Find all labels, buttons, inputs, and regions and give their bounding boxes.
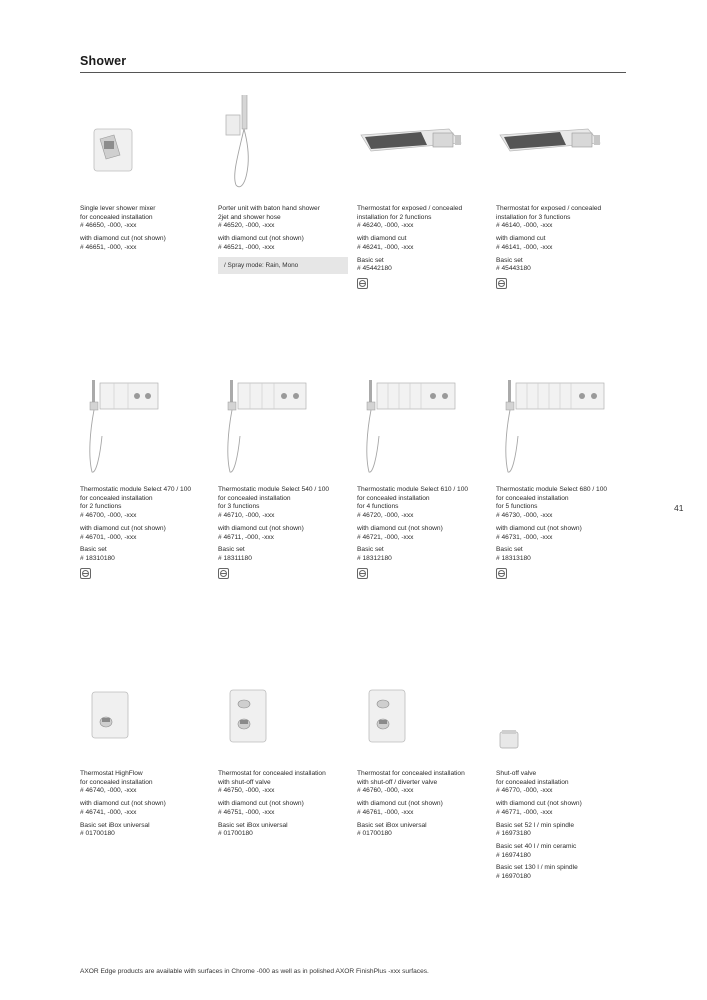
product-description: installation for 2 functions	[357, 213, 432, 221]
basic-set-article-number: # 16973180	[496, 830, 531, 838]
ibox-icon	[496, 568, 507, 579]
product-image	[357, 376, 491, 486]
product-description: for concealed installation	[496, 494, 569, 502]
product-description: Porter unit with baton hand shower	[218, 205, 320, 212]
variant-article-number: # 46521, -000, -xxx	[218, 243, 275, 251]
article-number: # 46770, -000, -xxx	[496, 787, 553, 795]
product-image	[357, 660, 491, 770]
article-number: # 46750, -000, -xxx	[218, 787, 275, 795]
ibox-icon	[80, 568, 91, 579]
basic-set-label: Basic set iBox universal	[80, 821, 150, 829]
product-description: with shut-off / diverter valve	[357, 778, 438, 786]
variant-article-number: # 46761, -000, -xxx	[357, 808, 414, 816]
variant-label: with diamond cut (not shown)	[80, 235, 166, 243]
variant-label: with diamond cut	[496, 235, 546, 243]
product-description: Thermostat for concealed installation	[218, 770, 326, 777]
title-divider	[80, 72, 626, 73]
product-description: Thermostat for exposed / concealed	[496, 205, 602, 212]
basic-set-label: Basic set	[496, 256, 523, 264]
product-card	[357, 376, 491, 579]
product-card	[496, 95, 630, 289]
product-image	[357, 95, 491, 205]
thermostat-highflow-image	[80, 660, 214, 770]
product-image	[496, 376, 630, 486]
variant-label: with diamond cut (not shown)	[218, 235, 304, 243]
product-description: installation for 3 functions	[496, 213, 571, 221]
variant-article-number: # 46741, -000, -xxx	[80, 808, 137, 816]
product-description: Thermostatic module Select 680 / 100	[496, 486, 608, 493]
variant-article-number: # 46241, -000, -xxx	[357, 243, 414, 251]
article-number: # 46720, -000, -xxx	[357, 512, 414, 520]
product-description: Thermostat for exposed / concealed	[357, 205, 463, 212]
footer-note: AXOR Edge products are available with surfaces in Chrome -000 as well as in polished AXOR FinishPlus -xxx surfaces.	[80, 968, 429, 975]
ibox-icon	[218, 568, 229, 579]
basic-set-label: Basic set iBox universal	[357, 821, 427, 829]
basic-set-article-number: # 18311180	[218, 554, 252, 562]
single-lever-mixer-image	[80, 95, 214, 205]
basic-set-article-number: # 45442180	[357, 265, 392, 273]
product-description: Thermostat HighFlow	[80, 770, 143, 777]
variant-article-number: # 46141, -000, -xxx	[496, 243, 553, 251]
product-description: for concealed installation	[496, 778, 569, 786]
product-description: for concealed installation	[80, 213, 153, 221]
basic-set-article-number: # 18313180	[496, 554, 531, 562]
spray-mode-note: / Spray mode: Rain, Mono	[218, 257, 348, 274]
thermostat-diverter-image	[357, 660, 491, 770]
thermostatic-module-image	[218, 376, 352, 486]
product-image	[218, 660, 352, 770]
section-title: Shower	[80, 54, 127, 68]
product-image	[496, 95, 630, 205]
basic-set-article-number: # 16974180	[496, 851, 531, 859]
variant-label: with diamond cut (not shown)	[218, 524, 304, 532]
basic-set-label: Basic set 40 l / min ceramic	[496, 842, 577, 850]
basic-set-label: Basic set	[357, 256, 384, 264]
variant-label: with diamond cut (not shown)	[357, 800, 443, 808]
ibox-icon	[357, 278, 368, 289]
ibox-icon	[357, 568, 368, 579]
article-number: # 46140, -000, -xxx	[496, 222, 553, 230]
variant-label: with diamond cut (not shown)	[496, 524, 582, 532]
product-description: Thermostatic module Select 610 / 100	[357, 486, 469, 493]
basic-set-article-number: # 01700180	[218, 830, 253, 838]
product-image	[80, 376, 214, 486]
product-description: for concealed installation	[80, 494, 153, 502]
porter-unit-image	[218, 95, 352, 205]
product-description: with shut-off valve	[218, 778, 271, 786]
product-card	[357, 95, 491, 289]
product-image	[218, 95, 352, 205]
variant-label: with diamond cut (not shown)	[218, 800, 304, 808]
product-description: Shut-off valve	[496, 770, 537, 777]
basic-set-label: Basic set iBox universal	[218, 821, 288, 829]
variant-article-number: # 46731, -000, -xxx	[496, 533, 553, 541]
product-card	[218, 660, 352, 843]
basic-set-label: Basic set	[80, 546, 107, 554]
product-description: Thermostatic module Select 470 / 100	[80, 486, 192, 493]
product-card	[80, 95, 214, 257]
basic-set-article-number: # 45443180	[496, 265, 531, 273]
product-description: for 3 functions	[218, 503, 260, 511]
product-card	[496, 660, 630, 886]
variant-article-number: # 46711, -000, -xxx	[218, 533, 274, 541]
basic-set-label: Basic set 130 l / min spindle	[496, 864, 578, 872]
variant-label: with diamond cut (not shown)	[80, 800, 166, 808]
product-card	[80, 376, 214, 579]
basic-set-article-number: # 18310180	[80, 554, 115, 562]
basic-set-label: Basic set	[496, 546, 523, 554]
basic-set-article-number: # 16970180	[496, 873, 531, 881]
article-number: # 46710, -000, -xxx	[218, 512, 275, 520]
thermostatic-module-image	[80, 376, 214, 486]
variant-label: with diamond cut (not shown)	[357, 524, 443, 532]
ibox-icon	[496, 278, 507, 289]
product-description: Single lever shower mixer	[80, 205, 156, 212]
variant-article-number: # 46751, -000, -xxx	[218, 808, 275, 816]
exposed-thermostat-image	[496, 95, 630, 205]
variant-article-number: # 46651, -000, -xxx	[80, 243, 137, 251]
article-number: # 46740, -000, -xxx	[80, 787, 137, 795]
page-number: 41	[674, 503, 684, 513]
product-card	[218, 376, 352, 579]
variant-article-number: # 46721, -000, -xxx	[357, 533, 414, 541]
product-description: Thermostat for concealed installation	[357, 770, 465, 777]
variant-label: with diamond cut (not shown)	[496, 800, 582, 808]
product-description: for 4 functions	[357, 503, 399, 511]
product-description: for concealed installation	[80, 778, 153, 786]
basic-set-article-number: # 01700180	[80, 830, 115, 838]
basic-set-article-number: # 18312180	[357, 554, 392, 562]
thermostatic-module-image	[357, 376, 491, 486]
product-card	[218, 95, 352, 280]
article-number: # 46700, -000, -xxx	[80, 512, 137, 520]
exposed-thermostat-image	[357, 95, 491, 205]
variant-label: with diamond cut	[357, 235, 407, 243]
variant-article-number: # 46701, -000, -xxx	[80, 533, 137, 541]
basic-set-label: Basic set	[357, 546, 384, 554]
basic-set-article-number: # 01700180	[357, 830, 392, 838]
product-description: for concealed installation	[357, 494, 430, 502]
product-image	[80, 95, 214, 205]
basic-set-label: Basic set	[218, 546, 245, 554]
product-image	[218, 376, 352, 486]
article-number: # 46520, -000, -xxx	[218, 222, 275, 230]
article-number: # 46650, -000, -xxx	[80, 222, 137, 230]
article-number: # 46730, -000, -xxx	[496, 512, 553, 520]
product-description: for 5 functions	[496, 503, 538, 511]
thermostat-shutoff-image	[218, 660, 352, 770]
product-description: 2jet and shower hose	[218, 213, 281, 221]
product-description: for concealed installation	[218, 494, 291, 502]
variant-label: with diamond cut (not shown)	[80, 524, 166, 532]
product-card	[496, 376, 630, 579]
variant-article-number: # 46771, -000, -xxx	[496, 808, 553, 816]
product-card	[357, 660, 491, 843]
product-description: Thermostatic module Select 540 / 100	[218, 486, 330, 493]
article-number: # 46240, -000, -xxx	[357, 222, 414, 230]
thermostatic-module-image	[496, 376, 630, 486]
product-card	[80, 660, 214, 843]
product-description: for 2 functions	[80, 503, 122, 511]
product-image	[496, 660, 630, 770]
article-number: # 46760, -000, -xxx	[357, 787, 414, 795]
product-image	[80, 660, 214, 770]
shut-off-valve-image	[496, 660, 630, 770]
basic-set-label: Basic set 52 l / min spindle	[496, 821, 575, 829]
